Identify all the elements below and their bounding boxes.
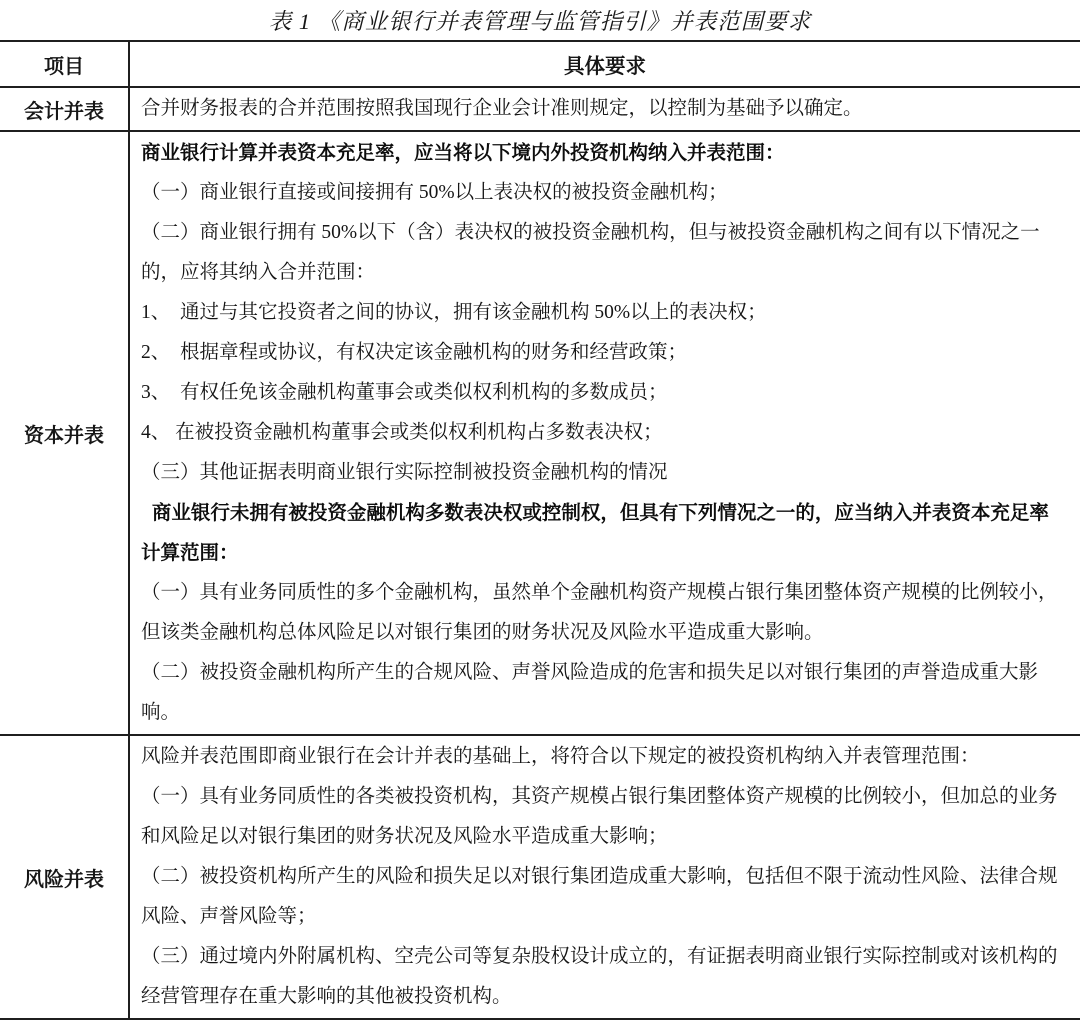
content-line: （二）商业银行拥有 50%以下（含）表决权的被投资金融机构，但与被投资金融机构之间有以下情况之一 bbox=[141, 222, 1040, 243]
content-line: 风险、声誉风险等； bbox=[141, 906, 317, 927]
content-line: 4、 在被投资金融机构董事会或类似权利机构占多数表决权； bbox=[141, 422, 663, 443]
header-cell-item: 项目 bbox=[0, 42, 130, 86]
content-line: （一）商业银行直接或间接拥有 50%以上表决权的被投资金融机构； bbox=[141, 182, 728, 203]
consolidation-scope-table bbox=[0, 40, 1080, 1020]
content-line: 经营管理存在重大影响的其他被投资机构。 bbox=[141, 986, 512, 1007]
content-line: （三）其他证据表明商业银行实际控制被投资金融机构的情况 bbox=[141, 462, 668, 483]
content-line: 3、 有权任免该金融机构董事会或类似权利机构的多数成员； bbox=[141, 382, 668, 403]
row-label-risk: 风险并表 bbox=[0, 736, 130, 1018]
table-header-row bbox=[0, 42, 1080, 88]
content-cell-accounting bbox=[130, 88, 1080, 130]
content-line: 但该类金融机构总体风险足以对银行集团的财务状况及风险水平造成重大影响。 bbox=[141, 622, 824, 643]
content-line: （二）被投资机构所产生的风险和损失足以对银行集团造成重大影响，包括但不限于流动性风险、法律合规 bbox=[141, 866, 1058, 887]
header-cell-requirement: 具体要求 bbox=[564, 55, 646, 78]
content-cell-capital bbox=[130, 132, 1080, 734]
content-line: 2、 根据章程或协议，有权决定该金融机构的财务和经营政策； bbox=[141, 342, 688, 363]
content-line: （一）具有业务同质性的多个金融机构，虽然单个金融机构资产规模占银行集团整体资产规模的比例较小， bbox=[141, 582, 1058, 603]
content-line: 风险并表范围即商业银行在会计并表的基础上，将符合以下规定的被投资机构纳入并表管理范围： bbox=[141, 746, 980, 767]
table-row-capital-consolidation bbox=[0, 132, 1080, 736]
row-label-capital: 资本并表 bbox=[0, 132, 130, 734]
content-line: （一）具有业务同质性的各类被投资机构，其资产规模占银行集团整体资产规模的比例较小，但加总的业务 bbox=[141, 786, 1058, 807]
content-line: 商业银行计算并表资本充足率，应当将以下境内外投资机构纳入并表范围： bbox=[141, 142, 785, 164]
content-line: 和风险足以对银行集团的财务状况及风险水平造成重大影响； bbox=[141, 826, 668, 847]
row-label-accounting: 会计并表 bbox=[0, 88, 130, 130]
content-line: 计算范围： bbox=[141, 542, 239, 564]
content-line: 的，应将其纳入合并范围： bbox=[141, 262, 376, 283]
page-title: 表 1 《商业银行并表管理与监管指引》并表范围要求 bbox=[268, 9, 812, 34]
content-line: （三）通过境内外附属机构、空壳公司等复杂股权设计成立的，有证据表明商业银行实际控制或对该机构的 bbox=[141, 946, 1058, 967]
content-line: 响。 bbox=[141, 702, 181, 723]
content-line: 商业银行未拥有被投资金融机构多数表决权或控制权，但具有下列情况之一的，应当纳入并表资本充足率 bbox=[141, 502, 1049, 524]
content-line: 1、 通过与其它投资者之间的协议，拥有该金融机构 50%以上的表决权； bbox=[141, 302, 767, 323]
content-line: （二）被投资金融机构所产生的合规风险、声誉风险造成的危害和损失足以对银行集团的声誉造成重大影 bbox=[141, 662, 1039, 683]
table-row-risk-consolidation bbox=[0, 736, 1080, 1020]
content-line: 合并财务报表的合并范围按照我国现行企业会计准则规定，以控制为基础予以确定。 bbox=[141, 98, 863, 119]
content-cell-risk bbox=[130, 736, 1080, 1018]
table-row-accounting-consolidation bbox=[0, 88, 1080, 132]
